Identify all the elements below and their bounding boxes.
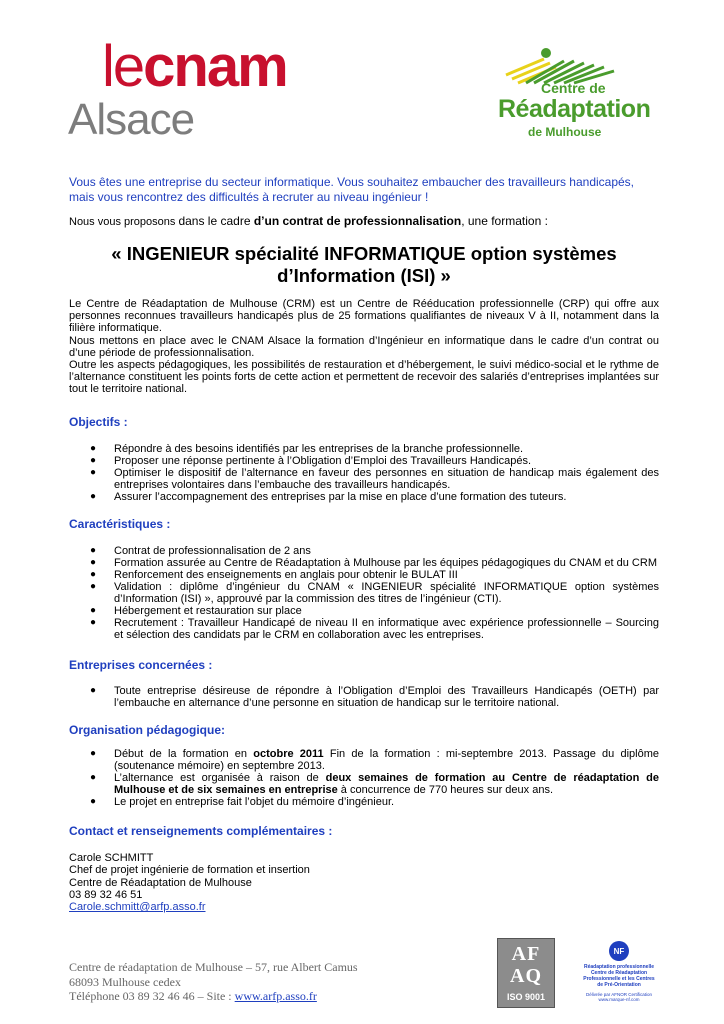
list-item: ● Recrutement : Travailleur Handicapé de niveau II en informatique avec expérience professionnelle – Sourcing et sélection des candidats par le CRM en collaboration avec les entreprises. (69, 617, 659, 641)
paragraph: Outre les aspects pédagogiques, les possibilités de restauration et d’hébergement, le suivi médico-social et le rythme de l’alternance constituent les points forts de cette action et permettent de recevoir des salariés d’entreprises implantées sur tout le territoire national. (69, 359, 659, 396)
crm-figure-icon (504, 45, 644, 85)
nf-mark-icon (607, 940, 631, 962)
list-item: ● Le projet en entreprise fait l’objet du mémoire d’ingénieur. (69, 796, 659, 808)
page-title: « INGENIEUR spécialité INFORMATIQUE option systèmes d’Information (ISI) » (111, 243, 617, 286)
afaq-iso-logo (497, 938, 555, 1008)
organisation-list (69, 748, 659, 808)
nf-issuer: Délivrée par AFNOR Certification www.marque-nf.com (585, 992, 653, 1002)
list-item: ● L’alternance est organisée à raison de deux semaines de formation au Centre de réadaptation de Mulhouse et de six semaines en entreprise à concurrence de 770 heures sur deux ans. (69, 772, 659, 796)
caracteristiques-list (69, 545, 659, 641)
cnam-wordmark: lecnam (102, 34, 287, 99)
description (69, 298, 659, 396)
list-item: ● Toute entreprise désireuse de répondre à l’Obligation d’Emploi des Travailleurs Handicapés (OETH) par l’embauche en alternance d’une personne en situation de handicap sur le territoire national. (69, 685, 659, 709)
list-item: ● Contrat de professionnalisation de 2 ans (69, 545, 659, 557)
cnam-region: Alsace (68, 95, 195, 144)
list-item: ● Assurer l’accompagnement des entreprises par la mise en place d’une formation des tuteurs. (69, 491, 659, 503)
svg-text:NF: NF (613, 947, 625, 956)
section-heading-caracteristiques: Caractéristiques : (69, 517, 171, 531)
section-heading-entreprises: Entreprises concernées : (69, 658, 213, 672)
contact-role: Chef de projet ingénierie de formation et insertion (69, 864, 310, 877)
list-item: ● Proposer une réponse pertinente à l’Obligation d’Emploi des Travailleurs Handicapés. (69, 455, 659, 467)
paragraph: Le Centre de Réadaptation de Mulhouse (CRM) est un Centre de Rééducation professionnelle (CRP) qui offre aux personnes reconnues travailleurs handicapés plus de 25 formations qualifiantes de niveaux V à II, notamment dans la filière informatique. (69, 298, 659, 335)
intro-text: Vous êtes une entreprise du secteur informatique. Vous souhaitez embaucher des travailleurs handicapés, mais vous rencontrez des difficultés à recruter au niveau ingénieur ! (69, 175, 635, 204)
list-item: ● Optimiser le dispositif de l’alternance en faveur des personnes en situation de handicap mais également des entreprises volontaires dans l’embauche des travailleurs handicapés. (69, 467, 659, 491)
proposal-line: Nous vous proposons dans le cadre d’un contrat de professionnalisation, une formation : (69, 214, 548, 228)
list-item: ● Renforcement des enseignements en anglais pour obtenir le BULAT III (69, 569, 659, 581)
list-item: ● Validation : diplôme d’ingénieur du CNAM « INGENIEUR spécialité INFORMATIQUE option systèmes d’Information (ISI) », approuvé par la commission des titres de l’ingénieur (CTI). (69, 581, 659, 605)
section-heading-organisation: Organisation pédagogique: (69, 723, 226, 737)
contact-org: Centre de Réadaptation de Mulhouse (69, 876, 252, 889)
section-heading-contact: Contact et renseignements complémentaires : (69, 824, 333, 838)
section-heading-objectifs: Objectifs : (69, 415, 128, 429)
afaq-iso-label: ISO 9001 (506, 992, 546, 1002)
list-item: ● Formation assurée au Centre de Réadaptation à Mulhouse par les équipes pédagogiques du CNAM et du CRM (69, 557, 659, 569)
crm-line3: de Mulhouse (528, 125, 602, 139)
site-link[interactable]: www.arfp.asso.fr (234, 989, 317, 1003)
footer-address: Centre de réadaptation de Mulhouse – 57, rue Albert Camus 68093 Mulhouse cedex Téléphone 03 89 32 46 46 – Site : www.arfp.asso.fr (69, 960, 358, 1003)
contact-name: Carole SCHMITT (69, 852, 154, 864)
objectifs-list (69, 443, 659, 503)
afaq-letters: AF AQ (510, 943, 542, 987)
nf-certification-logo (583, 940, 655, 1006)
list-item: ● Hébergement et restauration sur place (69, 605, 659, 617)
crm-logo (498, 45, 651, 140)
cnam-alsace-logo (68, 34, 287, 150)
list-item: ● Répondre à des besoins identifiés par les entreprises de la branche professionnelle. (69, 443, 659, 455)
list-item: ● Début de la formation en octobre 2011 Fin de la formation : mi-septembre 2013. Passage du diplôme (soutenance mémoire) en septembre 2013. (69, 748, 659, 772)
crm-line2: Réadaptation (498, 95, 651, 123)
entreprises-list (69, 685, 659, 709)
paragraph: Nous mettons en place avec le CNAM Alsace la formation d’Ingénieur en informatique dans le cadre d’un contrat ou d’une période de professionnalisation. (69, 334, 659, 359)
nf-label: Réadaptation professionnelle Centre de Réadaptation Professionnelle et les Centres de Pré-Orientation (583, 964, 655, 988)
contact-email-link[interactable]: Carole.schmitt@arfp.asso.fr (69, 901, 206, 914)
contact-phone: 03 89 32 46 51 (69, 888, 143, 901)
contact-block (69, 852, 310, 913)
crm-line1: Centre de (541, 80, 606, 96)
